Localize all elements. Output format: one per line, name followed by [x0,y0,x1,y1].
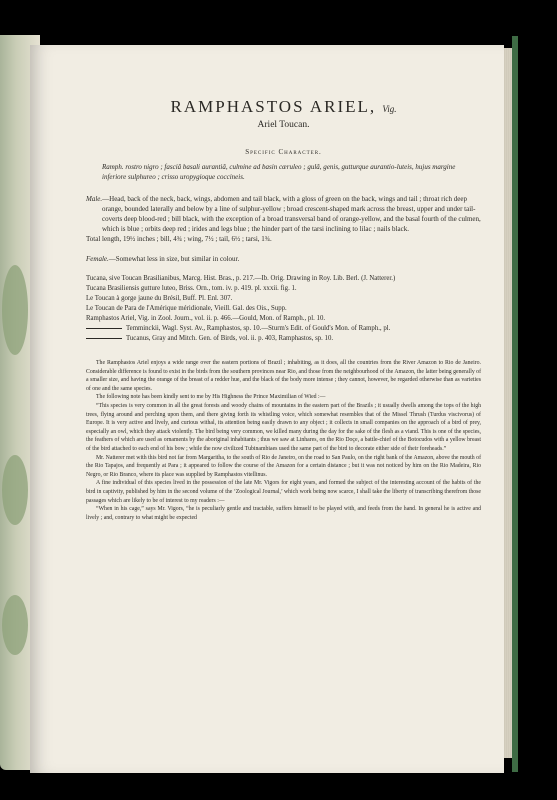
body-paragraph: The following note has been kindly sent to me by His Highness the Prince Maximilian of Wied :— [96,394,326,401]
female-label: Female. [86,255,109,263]
synonym-entry: Tucana Brasiliensis gutture luteo, Briss. Orn., tom. iv. p. 419. pl. xxxii. fig. 1. [86,285,297,292]
synonym-entry: Tucanus, Gray and Mitch. Gen. of Birds, vol. ii. p. 403, Ramphastos, sp. 10. [86,334,481,344]
synonym-entry: Ramphastos Ariel, Vig. in Zool. Journ., vol. ii. p. 466.—Gould, Mon. of Ramph., pl. 10. [86,315,326,322]
plate-leaf [2,265,28,355]
synonymy-list [86,274,481,344]
book-page [30,45,504,773]
plate-leaf [2,455,28,525]
latin-description: Ramph. rostro nigro ; fasciâ basali aurantiâ, culmine ad basin cæruleo ; gulâ, genis, gutturque aurantio-luteis, hujus margine inferiore sulphureo ; crisso uropygioque coccineis. [102,163,456,181]
ditto-dash [86,338,122,339]
female-description: Female.—Somewhat less in size, but similar in colour. [86,255,240,263]
body-paragraph: “When in his cage,” says Mr. Vigors, “he is peculiarly gentle and tractable, suffers himself to be played with, and feeds from the hand. In general he is active and lively ; and, contrary to what might be expected [86,506,481,521]
body-paragraph: “This species is very common in all the great forests and woody chains of mountains in the eastern part of the Brazils ; it usually dwells among the tops of the high trees, flying around and perching upon them, and there giving forth its whistling voice, which somewhat resembles that of the Missel Thrush (Turdus viscivorus) of Europe. It is very active and lively, and curious withal, its attention being easily drawn to any object ; it collects in small companies on the approach of a bird of prey, especially an owl, which they attack violently. The bird being very common, we killed many during the day for the sake of the flesh as a viand. This is one of the species, the feathers of which are used as ornaments by the aboriginal inhabitants ; thus we saw at Linhares, on the Rio Doçe, a battle-chief of the Botocudos with a yellow breast of the bird attached to each end of his bow ; while the now civilized Tubinambiaes used the same part of the bird to decorate either side of their foreheads.” [86,402,481,452]
male-description: Male.—Head, back of the neck, back, wings, abdomen and tail black, with a gloss of green on the back, wings and tail ; throat rich deep orange, bounded laterally and below by a line of sulphur-yellow ; broad crescent-shaped mark across the breast, upper and under tail-coverts deep blood-red ; bill black, with the exception of a broad transversal band of orange-yellow, and the basal fourth of the culmen, which is blue ; orbits deep red ; irides and legs blue ; the hinder part of the tarsi inclining to lilac ; nails black. [86,195,481,233]
synonym-entry: Tucana, sive Toucan Brasilianibus, Marcg. Hist. Bras., p. 217.—Ib. Orig. Drawing in Roy. Lib. Berl. (J. Natterer.) [86,275,396,282]
page-subtitle: Ariel Toucan. [257,120,310,130]
title-authority: Vig. [382,104,397,114]
synonym-entry: Temminckii, Wagl. Syst. Av., Ramphastos, sp. 10.—Sturm's Edit. of Gould's Mon. of Ramph., pl. [86,324,481,334]
plate-leaf [2,595,28,655]
total-length: Total length, 19½ inches ; bill, 4¾ ; wing, 7½ ; tail, 6½ ; tarsi, 1¾. [86,235,272,243]
body-paragraph: A fine individual of this species lived in the possession of the late Mr. Vigors for eight years, and formed the subject of the interesting account of the habits of the bird in captivity, published by him in the second volume of the ‘Zoological Journal,’ which work being now scarce, I shall take the liberty of transcribing therefrom those passages which are likely to be of interest to my readers :— [86,480,481,504]
synonym-entry: Le Toucan à gorge jaune du Brésil, Buff. Pl. Enl. 307. [86,295,233,302]
body-paragraph: Mr. Natterer met with this bird not far from Margaritha, to the south of Rio de Janeiro, on the road to San Paulo, on the right bank of the Amazon, above the mouth of the Rio Tapajos, and frequently at Para ; it appeared to follow the course of the Amazon for a certain distance ; but it was not noticed by him on the Rio Madeira, Rio Negro, or Rio Branco, where its place was supplied by Ramphastos vitellinus. [86,454,481,478]
body-text [86,359,481,522]
body-paragraph: The Ramphastos Ariel enjoys a wide range over the eastern portions of Brazil ; inhabiting, as it does, all the countries from the River Amazon to Rio de Janeiro. Considerable difference is found to exist in the birds from the southern provinces near Rio, and those from the neighbourhood of the Amazon, the latter being generally of a smaller size, and having the orange of the breast of a redder hue, and the black of the body more intense ; they cannot, however, be regarded otherwise than as varieties of one and the same species. [86,360,481,392]
specific-character-heading: Specific Character. [245,148,322,156]
synonym-entry: Le Toucan de Para de l'Amérique méridionale, Vieill. Gal. des Ois., Supp. [86,305,287,312]
ditto-dash [86,328,122,329]
book-cover-edge [512,36,518,772]
male-label: Male. [86,195,103,203]
page-content [86,97,481,522]
page-title: RAMPHASTOS ARIEL, Vig. [170,97,397,116]
